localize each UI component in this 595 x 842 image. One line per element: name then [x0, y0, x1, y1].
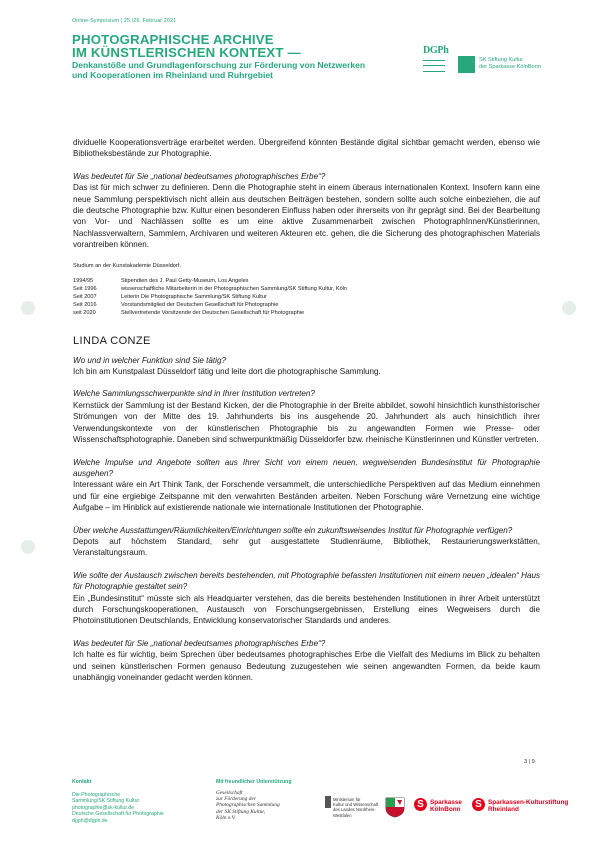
bio-text: Leiterin Die Photographische Sammlung/SK Stiftung Kultur: [121, 294, 267, 301]
contact-line: Deutsche Gesellschaft für Photographie: [72, 811, 164, 818]
question-collection-focus: Welche Sammlungsschwerpunkte sind in Ihrer Institution vertreten?: [73, 389, 315, 399]
subtitle-line-1: Denkanstöße und Grundlagenforschung zur Förderung von Netzwerken: [72, 60, 366, 70]
bio-year: Seit 2007: [73, 294, 97, 301]
sparkasse-icon: S: [414, 798, 427, 811]
nrw-crest-icon: [325, 796, 331, 808]
gdp-line: der SK Stiftung Kultur,: [216, 808, 266, 815]
bio-list: [73, 277, 540, 318]
question-national-heritage-2: Was bedeutet für Sie „national bedeutsames photographisches Erbe“?: [73, 638, 326, 648]
sparkasse-koelnbonn-logo: [430, 799, 462, 813]
answer-facilities: Depots auf höchstem Standard, sehr gut ausgestattete Studienräume, Bibliothek, Restaurierungswerkstätten, Veranstaltungsraum.: [73, 536, 540, 558]
event-eyebrow: Online-Symposium | 25./26. Februar 2021: [72, 18, 177, 24]
bio-row: [73, 277, 540, 285]
gdp-line: Photographischen Sammlung: [216, 802, 280, 809]
answer-exchange: Ein „Bundesinstitut“ müsste sich als Headquarter verstehen, das die bereits bestehenden Institutionen in ihrer Arbeit unterstützt durch Forschungskooperationen, Austausch von Forschungsergebnissen, Erstellung eines Wegweisers durch die Photoinstitutionen Deutschlands, Entwicklung konservatorischer Standards und anderes.: [73, 593, 540, 626]
document-subtitle: [72, 60, 402, 80]
answer-national-heritage: Das ist für mich schwer zu definieren. Denn die Photographie steht in einem überaus internationalen Kontext. Insofern kann eine neue Sammlung perspektivisch nicht allein aus deutschen Beiträgen bestehen, sondern sollte auch solche einbeziehen, die auf die deutsche Photographie bzw. Kultur einen besonderen Einfluss haben oder ihrerseits von ihr geprägt sind. Bei der Bearbeitung von Vor- und Nachlässen sollte es um eine aktive Zusammenarbeit zwischen PhotographInnen/Künstlerinnen, Nachlassverwaltern, Sammlern, Archivaren und weiteren Akteuren etc. gehen, die die Sicherung des photographischen Materials vorantreiben können.: [73, 183, 540, 250]
footer-support-label: Mit freundlicher Unterstützung: [216, 779, 292, 785]
sparkassen-kulturstiftung-logo: [488, 799, 568, 813]
contact-email-link[interactable]: dgph@dgph.de: [72, 817, 108, 824]
gdp-line: zur Förderung der: [216, 796, 256, 803]
bio-row: [73, 301, 540, 309]
sk-logo-line-2: der Sparkasse KölnBonn: [479, 64, 541, 70]
subtitle-line-2: und Kooperationen im Rheinland und Ruhrgebiet: [72, 70, 273, 80]
question-exchange: Wie sollte der Austausch zwischen bereits bestehenden, mit Photographie befassten Institutionen mit einem neuen „idealen“ Haus für Photographie gestaltet sein?: [73, 570, 540, 592]
contact-line: Die Photographische: [72, 792, 121, 798]
answer-national-heritage-2: Ich halte es für wichtig, beim Sprechen über bedeutsames photographisches Erbe die Vielfalt des Mediums im Blick zu behalten und seinen künstlerischen Formen genauso Bedeutung zuzugestehen wie seinen angewandten Formen, da beide kaum unabhängig voneinander gedacht werden können.: [73, 650, 540, 683]
bio-text: wissenschaftliche Mitarbeiterin in der Photographischen Sammlung/SK Stiftung Kultur, Köln: [121, 285, 348, 292]
main-text: [73, 137, 540, 683]
title-line-2: IM KÜNSTLERISCHEN KONTEXT —: [72, 45, 301, 60]
contact-line: Sammlung/SK Stiftung Kultur: [72, 798, 140, 805]
question-role: Wo und in welcher Funktion sind Sie tätig?: [73, 355, 226, 365]
bio-row: [73, 285, 540, 293]
bio-intro: Studium an der Kunstakademie Düsseldorf,: [73, 262, 181, 269]
sparkasse-2-line-2: Rheinland: [488, 806, 519, 813]
sk-stiftung-logo-mark: [458, 56, 475, 73]
nrw-ministry-logo: [333, 797, 383, 818]
question-facilities: Über welche Ausstattungen/Räumlichkeiten/Einrichtungen sollte ein zukunftsweisendes Institut für Photographie verfügen?: [73, 525, 513, 535]
sparkasse-2-line-1: Sparkassen-Kulturstiftung: [488, 799, 569, 806]
margin-dot-left: [21, 301, 35, 315]
sk-stiftung-logo-text: [479, 57, 569, 71]
contact-email-link[interactable]: photographie@sk-kultur.de: [72, 804, 135, 811]
sk-logo-line-1: SK Stiftung Kultur: [479, 57, 524, 63]
page-number: 3 | 9: [524, 759, 535, 765]
dgph-logo-mark: [423, 60, 445, 72]
answer-impulses: Interessant wäre ein Art Think Tank, der Forschende versammelt, die unterschiedliche Perspektiven auf das Medium einnehmen und für eine ergiebige Zeitspanne mit den verwahrten Beständen arbeiten. Neben Forschung wäre Vernetzung eine wichtige Aufgabe – im Hinblick auf existierende nationale wie internationale Institutionen der Photographie.: [73, 480, 540, 513]
margin-dot-left-lower: [21, 540, 35, 554]
nrw-line: Kultur und Wissenschaft: [333, 802, 379, 808]
footer-contact-label: Kontakt: [72, 779, 92, 785]
sparkasse-1-line-1: Sparkasse: [430, 799, 462, 806]
gdp-line: Gesellschaft: [216, 790, 243, 796]
sparkasse-1-line-2: KölnBonn: [430, 806, 461, 813]
gesellschaft-logo: [216, 790, 316, 821]
gdp-line: Köln e.V.: [216, 814, 236, 821]
margin-dot-right: [562, 301, 576, 315]
question-national-heritage: Was bedeutet für Sie „national bedeutsames photographisches Erbe“?: [73, 171, 326, 181]
dgph-logo: [423, 46, 447, 76]
bio-row: [73, 293, 540, 301]
bio-year: 1994/95: [73, 277, 94, 284]
bio-year: Seit 2016: [73, 302, 97, 309]
continued-paragraph: dividuelle Kooperationsverträge erarbeitet werden. Übergreifend könnten Bestände digital sichtbar gemacht werden, ebenso wie Bibliotheksbestände zur Photographie.: [73, 138, 540, 159]
footer-contact: [72, 792, 202, 824]
bio-text: Stellvertretende Vorsitzende der Deutschen Gesellschaft für Photographie: [121, 310, 305, 317]
question-impulses: Welche Impulse und Angebote sollten aus Ihrer Sicht von einem neuen, wegweisenden Bundesinstitut für Photographie ausgehen?: [73, 457, 540, 478]
bio-year: Seit 1996: [73, 285, 97, 292]
answer-collection-focus: Kernstück der Sammlung ist der Bestand Kicken, der die Photographie in der Breite abbildet, sowohl hinsichtlich kunsthistorischer Strömungen von der Mitte des 19. Jahrhunderts bis ins ausgehende 20. Jahrhundert als auch hinsichtlich ihrer Verwendungskontexte von der künstlerischen Photographie bis zu angewandten Formen wie Presse- oder Wissenschaftsphotographie. Daneben sind schwerpunktmäßig Düsseldorfer bzw. rheinische Künstlerinnen und Künstler vertreten.: [73, 400, 540, 445]
bio-row: [73, 309, 540, 317]
dgph-logo-text: DGPh: [423, 45, 449, 56]
document-title: [72, 33, 402, 59]
bio-year: seit 2020: [73, 310, 96, 317]
answer-role: Ich bin am Kunstpalast Düsseldorf tätig und leite dort die photographische Sammlung.: [73, 367, 381, 377]
bio-text: Vorstandsmitglied der Deutschen Gesellschaft für Photographie: [121, 302, 279, 309]
nrw-line: des Landes Nordrhein-Westfalen: [333, 807, 376, 818]
interviewee-name: LINDA CONZE: [73, 334, 151, 347]
title-line-1: PHOTOGRAPHISCHE ARCHIVE: [72, 32, 274, 47]
bio-text: Stipendien des J. Paul Getty-Museum, Los Angeles: [121, 277, 249, 284]
nrw-state-emblem-icon: [383, 796, 407, 818]
sparkasse-icon: S: [472, 798, 485, 811]
nrw-line: Ministerium für: [333, 797, 361, 802]
